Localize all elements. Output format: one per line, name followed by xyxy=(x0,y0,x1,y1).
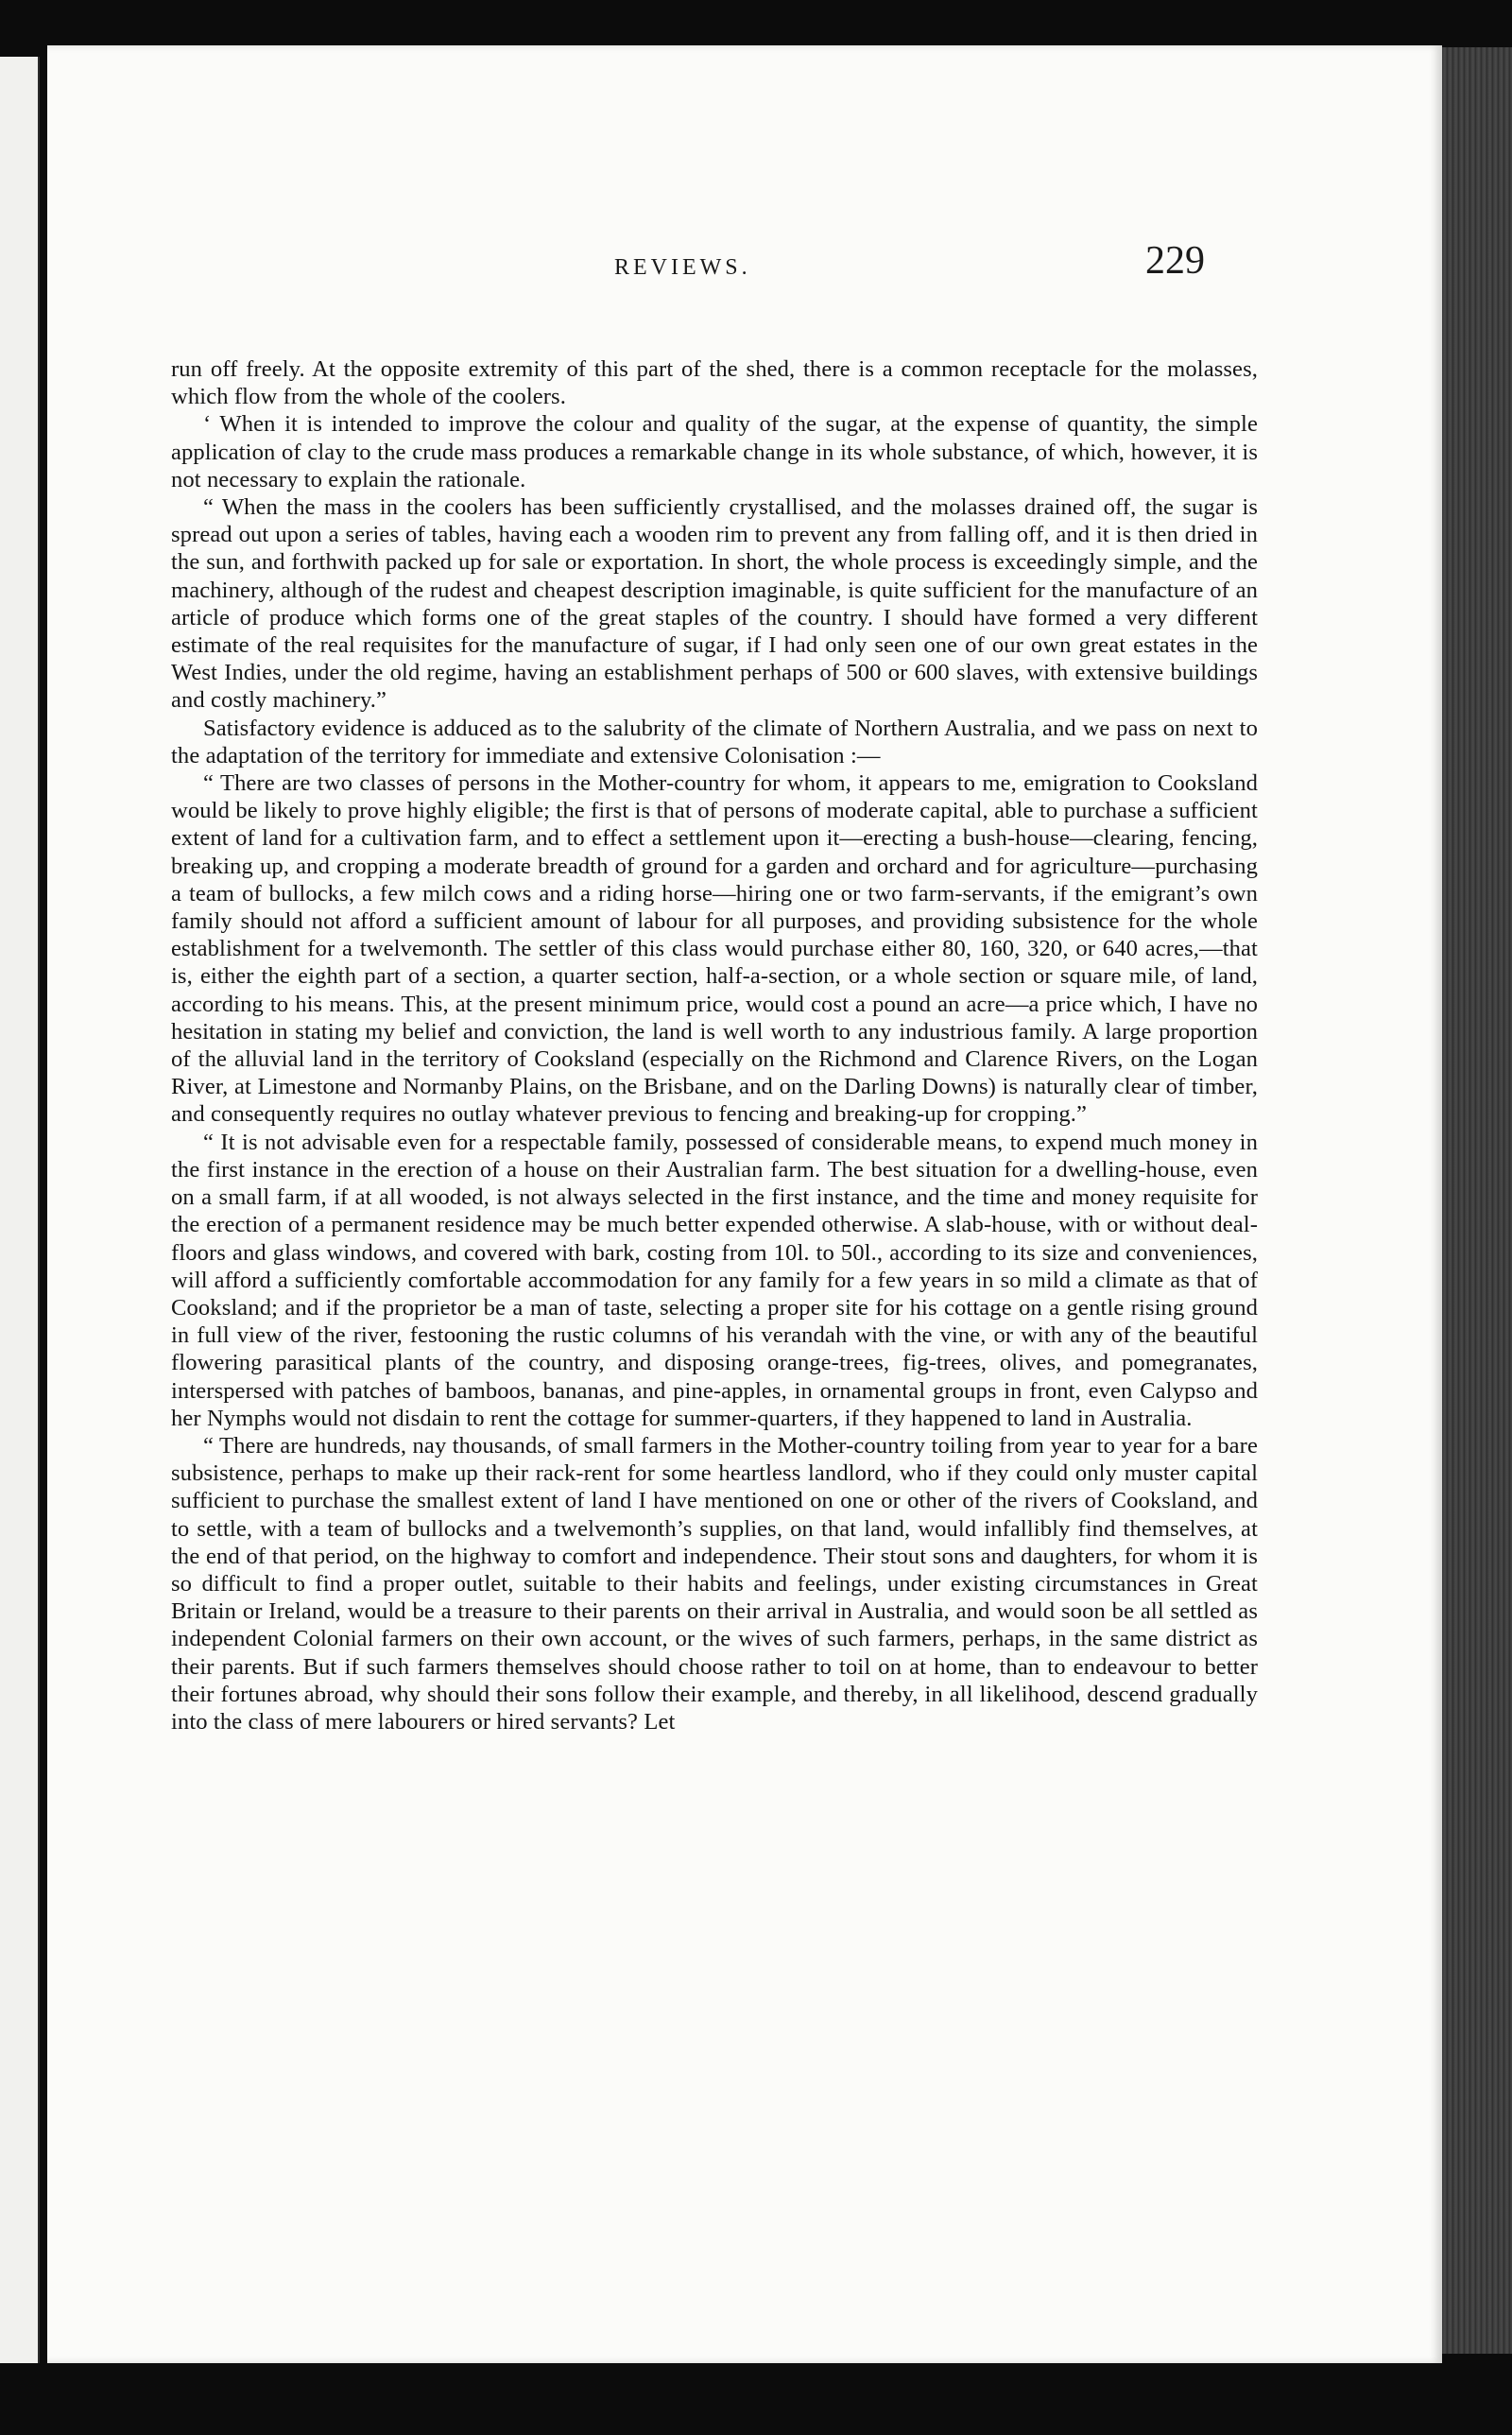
body-text xyxy=(171,355,1258,1736)
paragraph: run off freely. At the opposite extremity of this part of the shed, there is a common receptacle for the molasses, which flow from the whole of the coolers. xyxy=(171,356,1258,410)
paragraph: “ There are hundreds, nay thousands, of small farmers in the Mother-country toiling from year to year for a bare subsistence, perhaps to make up their rack-rent for some heartless landlord, who if they could only muster capital sufficient to purchase the smallest extent of land I have mentioned on one or other of the rivers of Cooksland, and to settle, with a team of bullocks and a twelvemonth’s supplies, on that land, would infallibly find themselves, at the end of that period, on the highway to comfort and independence. Their stout sons and daughters, for whom it is so difficult to find a proper outlet, suitable to their habits and feelings, under existing circumstances in Great Britain or Ireland, would be a treasure to their parents on their arrival in Australia, and would soon be all settled as independent Colonial farmers on their own account, or the wives of such farmers, perhaps, in the same district as their parents. But if such farmers themselves should choose rather to toil on at home, than to endeavour to better their fortunes abroad, why should their sons follow their example, and thereby, in all likelihood, descend gradually into the class of mere labourers or hired servants? Let xyxy=(171,1432,1258,1735)
paragraph: Satisfactory evidence is adduced as to the salubrity of the climate of Northern Australia, and we pass on next to the adaptation of the territory for immediate and extensive Colonisation :— xyxy=(171,715,1258,768)
page-number: 229 xyxy=(1145,239,1205,283)
running-head: REVIEWS. xyxy=(614,255,751,280)
paragraph: “ When the mass in the coolers has been sufficiently crystallised, and the molasses drained off, the sugar is spread out upon a series of tables, having each a wooden rim to prevent any from falling off, and it is then dried in the sun, and forthwith packed up for sale or exportation. In short, the whole process is exceedingly simple, and the machinery, although of the rudest and cheapest description imaginable, is quite sufficient for the manufacture of an article of produce which forms one of the great staples of the country. I should have formed a very different estimate of the real requisites for the manufacture of sugar, if I had only seen one of our own great estates in the West Indies, under the old regime, having an establishment perhaps of 500 or 600 slaves, with extensive buildings and costly machinery.” xyxy=(171,494,1258,714)
paragraph: “ There are two classes of persons in the Mother-country for whom, it appears to me, emigration to Cooksland would be likely to prove highly eligible; the first is that of persons of moderate capital, able to purchase a sufficient extent of land for a cultivation farm, and to effect a settlement upon it—erecting a bush-house—clearing, fencing, breaking up, and cropping a moderate breadth of ground for a garden and orchard and for agriculture—purchasing a team of bullocks, a few milch cows and a riding horse—hiring one or two farm-servants, if the emigrant’s own family should not afford a sufficient amount of labour for all purposes, and providing subsistence for the whole establishment for a twelvemonth. The settler of this class would purchase either 80, 160, 320, or 640 acres,—that is, either the eighth part of a section, a quarter section, half-a-section, or a whole section or square mile, of land, according to his means. This, at the present minimum price, would cost a pound an acre—a price which, I have no hesitation in stating my belief and conviction, the land is well worth to any industrious family. A large proportion of the alluvial land in the territory of Cooksland (especially on the Richmond and Clarence Rivers, on the Logan River, at Limestone and Normanby Plains, on the Brisbane, and on the Darling Downs) is naturally clear of timber, and consequently requires no outlay whatever previous to fencing and breaking-up for cropping.” xyxy=(171,770,1258,1128)
adjacent-page-edge xyxy=(0,57,40,2363)
paragraph: “ It is not advisable even for a respectable family, possessed of considerable means, to expend much money in the first instance in the erection of a house on their Australian farm. The best situation for a dwelling-house, even on a small farm, if at all wooded, is not always selected in the first instance, and the time and money requisite for the erection of a permanent residence may be much better expended otherwise. A slab-house, with or without deal-floors and glass windows, and covered with bark, costing from 10l. to 50l., according to its size and conveniences, will afford a sufficiently comfortable accommodation for any family for a few years in so mild a climate as that of Cooksland; and if the proprietor be a man of taste, selecting a proper site for his cottage on a gentle rising ground in full view of the river, festooning the rustic columns of his verandah with the vine, or with any of the beautiful flowering parasitical plants of the country, and disposing orange-trees, fig-trees, olives, and pomegranates, interspersed with patches of bamboos, bananas, and pine-apples, in ornamental groups in front, even Calypso and her Nymphs would not disdain to rent the cottage for summer-quarters, if they happened to land in Australia. xyxy=(171,1129,1258,1431)
page-stack-edge xyxy=(1442,47,1512,2354)
book-page xyxy=(47,45,1442,2363)
paragraph: ‘ When it is intended to improve the colour and quality of the sugar, at the expense of quantity, the simple application of clay to the crude mass produces a remarkable change in its whole substance, of which, however, it is not necessary to explain the rationale. xyxy=(171,411,1258,492)
